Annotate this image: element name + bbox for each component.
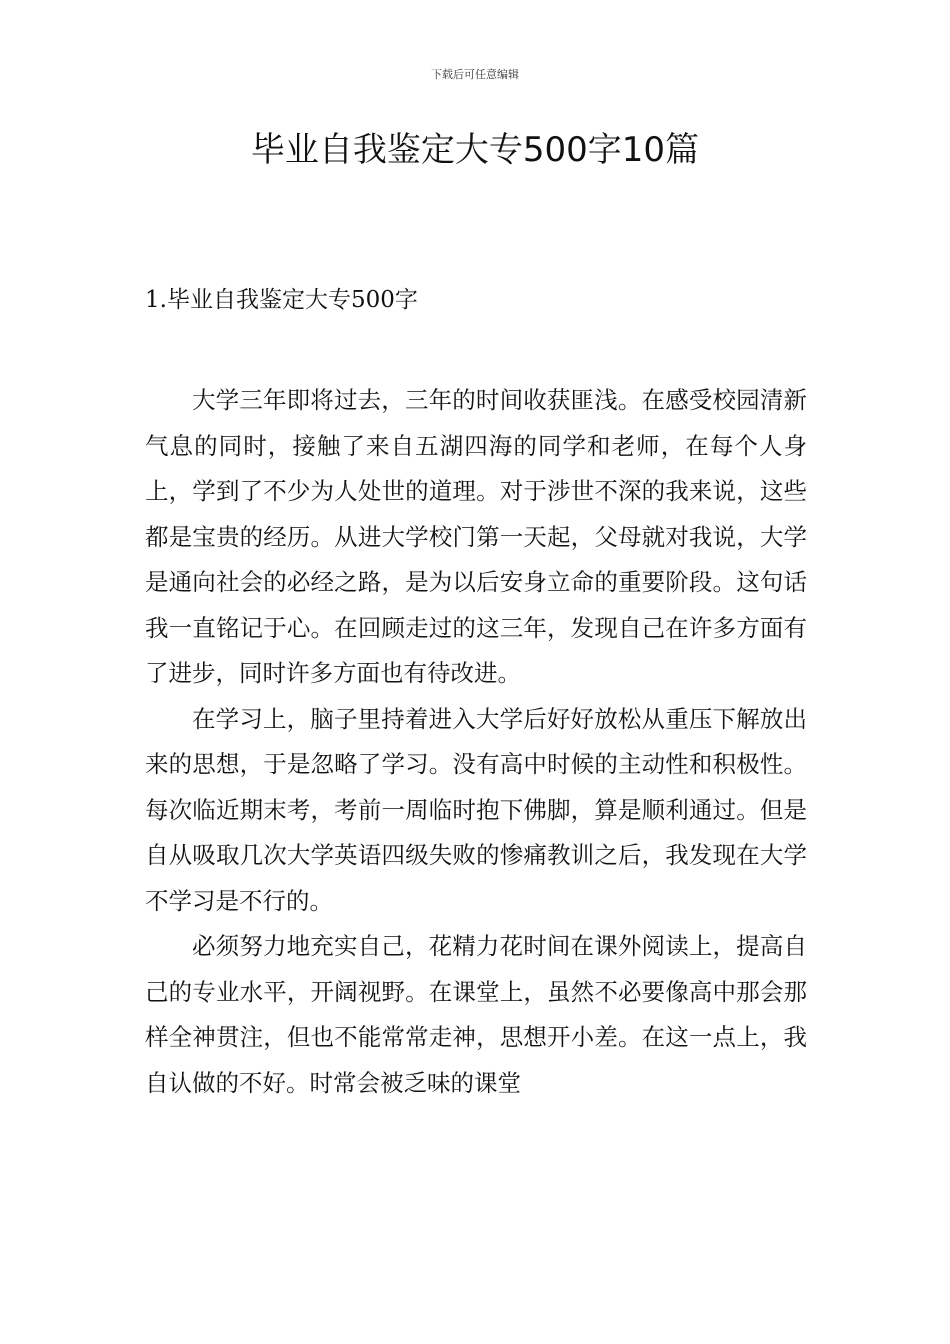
body-text xyxy=(145,378,807,1106)
section-heading: 1.毕业自我鉴定大专500字 xyxy=(145,287,418,313)
paragraph-3: 必须努力地充实自己，花精力花时间在课外阅读上，提高自己的专业水平，开阔视野。在课堂上，虽然不必要像高中那会那样全神贯注，但也不能常常走神，思想开小差。在这一点上，我自认做的不好。时常会被乏味的课堂 xyxy=(145,932,807,1097)
header-note: 下载后可任意编辑 xyxy=(431,68,519,81)
document-title: 毕业自我鉴定大专500字10篇 xyxy=(250,130,700,170)
paragraph-2: 在学习上，脑子里持着进入大学后好好放松从重压下解放出来的思想，于是忽略了学习。没有高中时候的主动性和积极性。每次临近期末考，考前一周临时抱下佛脚，算是顺利通过。但是自从吸取几次大学英语四级失败的惨痛教训之后，我发现在大学不学习是不行的。 xyxy=(145,704,807,915)
paragraph-1: 大学三年即将过去，三年的时间收获匪浅。在感受校园清新气息的同时，接触了来自五湖四海的同学和老师，在每个人身上，学到了不少为人处世的道理。对于涉世不深的我来说，这些都是宝贵的经历。从进大学校门第一天起，父母就对我说，大学是通向社会的必经之路，是为以后安身立命的重要阶段。这句话我一直铭记于心。在回顾走过的这三年，发现自己在许多方面有了进步，同时许多方面也有待改进。 xyxy=(145,386,807,687)
